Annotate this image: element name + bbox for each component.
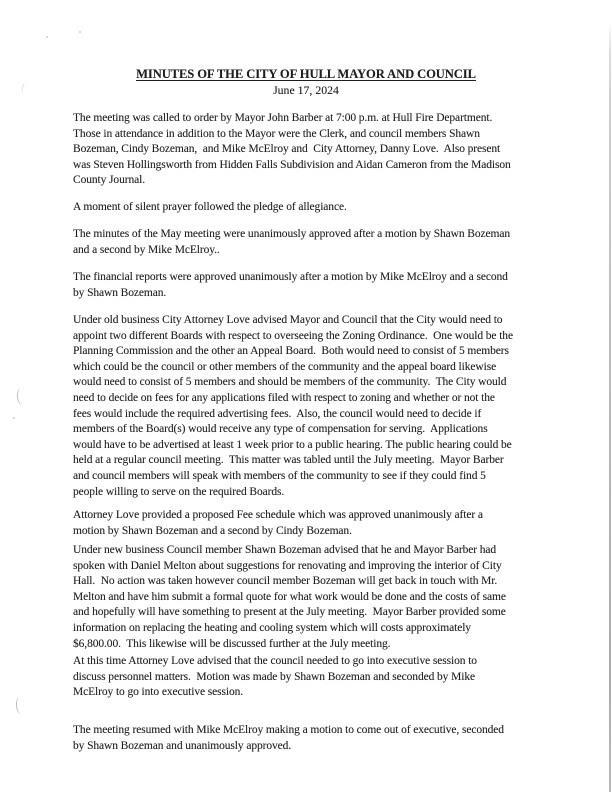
text-line: people willing to serve on the required Boards. [73,485,285,498]
text-line: would need to consist of 5 members and should be members of the community. The City would [73,376,507,389]
text-line: held at a regular council meeting. This matter was tabled until the July meeting. Mayor Barber [73,454,504,467]
text-line: spoken with Daniel Melton about suggestions for renovating and improving the interior of City [73,559,502,572]
paragraph [73,227,510,258]
text-line: and council members will speak with members of the community to see if they could find 5 [73,469,486,482]
paragraph [73,200,347,216]
scan-speck-artifact [46,36,48,38]
text-line: At this time Attorney Love advised that the council needed to go into executive session to [73,655,477,667]
text-line: Melton and have him submit a formal quote for what work would be done and the costs of same [73,590,506,603]
paragraph [73,313,513,500]
text-line: Hall. No action was taken however council member Bozeman will get back in touch with Mr. [73,575,498,588]
paragraph [73,270,508,301]
text-line: information on replacing the heating and cooling system which will costs approximately [73,621,471,634]
text-line: $6,800.00. This likewise will be discussed further at the July meeting. [73,637,391,650]
scan-speck-artifact [79,31,81,33]
document-title: MINUTES OF THE CITY OF HULL MAYOR AND COUNCIL [136,67,476,81]
text-line: would have to be advertised at least 1 week prior to a public hearing. The public hearing could be [73,438,512,451]
scan-speck-artifact [13,417,15,419]
text-line: appoint two different Boards with respect to overseeing the Zoning Ordinance. One would be the [73,329,513,342]
paragraph [73,723,504,754]
text-line: motion by Shawn Bozeman and a second by Cindy Bozeman. [73,524,352,537]
text-line: which could be the council or other members of the community and the appeal board likewise [73,360,497,373]
text-line: Bozeman, Cindy Bozeman, and Mike McElroy and City Attorney, Danny Love. Also present [73,143,501,156]
text-line: Those in attendance in addition to the Mayor were the Clerk, and council members Shawn [73,127,480,140]
text-line: members of the Board(s) would receive any type of compensation for serving. Applications [73,423,488,436]
text-line: Planning Commission and the other an Appeal Board. Both would need to consist of 5 members [73,345,509,358]
paragraph [73,111,511,189]
text-line: and hopefully will have something to present at the July meeting. Mayor Barber provided some [73,606,506,619]
document-date: June 17, 2024 [273,83,339,97]
paragraph [73,508,483,539]
paragraph [73,654,477,701]
text-line: and a second by Mike McElroy.. [73,243,220,256]
text-line: Attorney Love provided a proposed Fee schedule which was approved unanimously after a [73,509,483,521]
text-line: Under new business Council member Shawn Bozeman advised that he and Mayor Barber had [73,544,497,556]
text-line: The financial reports were approved unanimously after a motion by Mike McElroy and a second [73,271,508,283]
text-line: fees would include the required advertising fees. Also, the council would need to decide if [73,407,482,420]
scan-edge-line-artifact [609,22,611,792]
text-line: McElroy to go into executive session. [73,686,244,699]
text-line: County Journal. [73,174,145,187]
text-line: need to decide on fees for any applications filed with respect to zoning and whether or not the [73,391,495,404]
text-line: by Shawn Bozeman and unanimously approved. [73,739,292,752]
text-line: Under old business City Attorney Love advised Mayor and Council that the City would need to [73,314,503,326]
text-line: The minutes of the May meeting were unanimously approved after a motion by Shawn Bozeman [73,228,511,240]
text-line: by Shawn Bozeman. [73,286,167,299]
text-line: The meeting was called to order by Mayor John Barber at 7:00 p.m. at Hull Fire Department. [73,112,493,124]
text-line: A moment of silent prayer followed the pledge of allegiance. [73,201,347,213]
paragraph [73,543,506,652]
text-line: was Steven Hollingsworth from Hidden Falls Subdivision and Aidan Cameron from the Madison [73,158,511,171]
text-line: The meeting resumed with Mike McElroy making a motion to come out of executive, seconded [73,724,504,736]
text-line: discuss personnel matters. Motion was made by Shawn Bozeman and seconded by Mike [73,670,475,683]
